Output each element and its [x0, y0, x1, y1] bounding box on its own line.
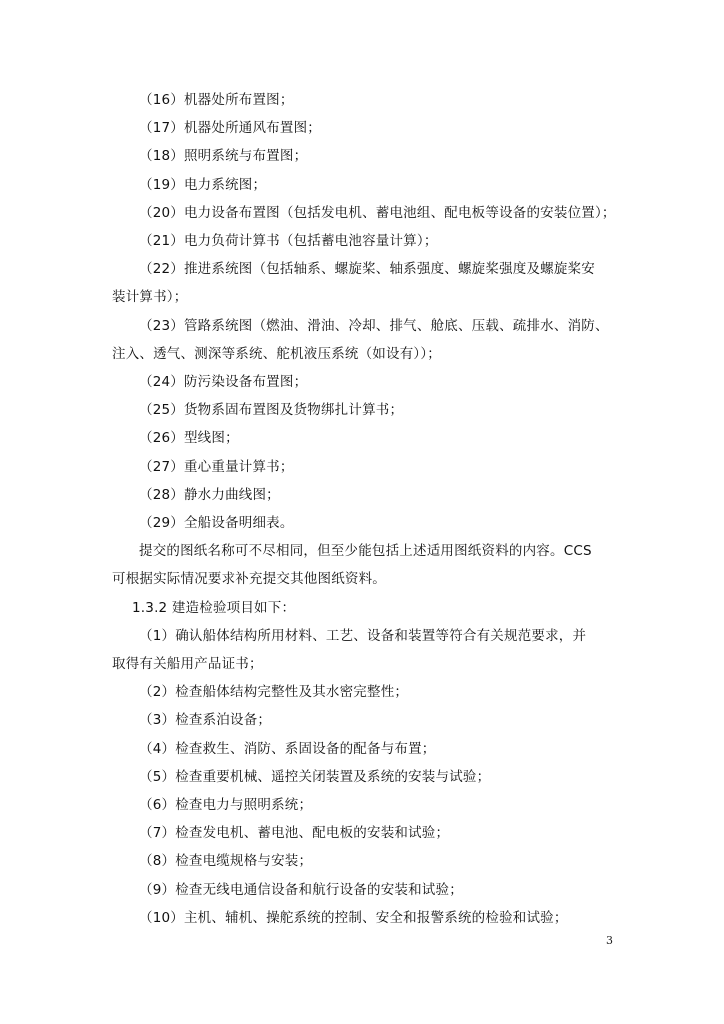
list-item: （21）电力负荷计算书（包括蓄电池容量计算）；	[139, 233, 438, 250]
list-item-continuation: 取得有关船用产品证书；	[112, 656, 263, 673]
list-item: （18）照明系统与布置图；	[139, 148, 308, 165]
list-item: （3）检查系泊设备；	[139, 712, 272, 729]
list-item: （22）推进系统图（包括轴系、螺旋桨、轴系强度、螺旋桨强度及螺旋桨安	[139, 261, 595, 278]
section-heading: 1.3.2 建造检验项目如下：	[132, 599, 296, 616]
list-item: （4）检查救生、消防、系固设备的配备与布置；	[139, 740, 436, 757]
list-item: （17）机器处所通风布置图；	[139, 120, 321, 137]
list-item: （27）重心重量计算书；	[139, 458, 294, 475]
list-item: （2）检查船体结构完整性及其水密完整性；	[139, 684, 409, 701]
list-item-continuation: 注入、透气、测深等系统、舵机液压系统（如设有））；	[112, 345, 441, 362]
list-item: （8）检查电缆规格与安装；	[139, 853, 313, 870]
list-item: （25）货物系固布置图及货物绑扎计算书；	[139, 402, 404, 419]
list-item: （20）电力设备布置图（包括发电机、蓄电池组、配电板等设备的安装位置）；	[139, 204, 616, 221]
paragraph-line: 提交的图纸名称可不尽相同，但至少能包括上述适用图纸资料的内容。CCS	[139, 543, 592, 560]
list-item: （16）机器处所布置图；	[139, 92, 294, 108]
document-body	[112, 86, 617, 932]
list-item: （6）检查电力与照明系统；	[139, 797, 313, 814]
list-item: （10）主机、辅机、操舵系统的控制、安全和报警系统的检验和试验；	[139, 909, 568, 926]
list-item-continuation: 装计算书）；	[112, 289, 188, 306]
list-item: （9）检查无线电通信设备和航行设备的安装和试验；	[139, 881, 463, 898]
list-item: （26）型线图；	[139, 430, 239, 447]
list-item: （29）全船设备明细表。	[139, 515, 294, 532]
paragraph-line: 可根据实际情况要求补充提交其他图纸资料。	[112, 571, 386, 588]
page-number: 3	[606, 934, 613, 947]
list-item: （23）管路系统图（燃油、滑油、冷却、排气、舱底、压载、疏排水、消防、	[139, 317, 609, 334]
list-item: （5）检查重要机械、遥控关闭装置及系统的安装与试验；	[139, 768, 491, 785]
list-item: （7）检查发电机、蓄电池、配电板的安装和试验；	[139, 825, 450, 842]
list-item: （24）防污染设备布置图；	[139, 374, 308, 391]
list-item: （1）确认船体结构所用材料、工艺、设备和装置等符合有关规范要求，并	[139, 627, 587, 644]
list-item: （19）电力系统图；	[139, 176, 267, 193]
list-item: （28）静水力曲线图；	[139, 486, 280, 503]
